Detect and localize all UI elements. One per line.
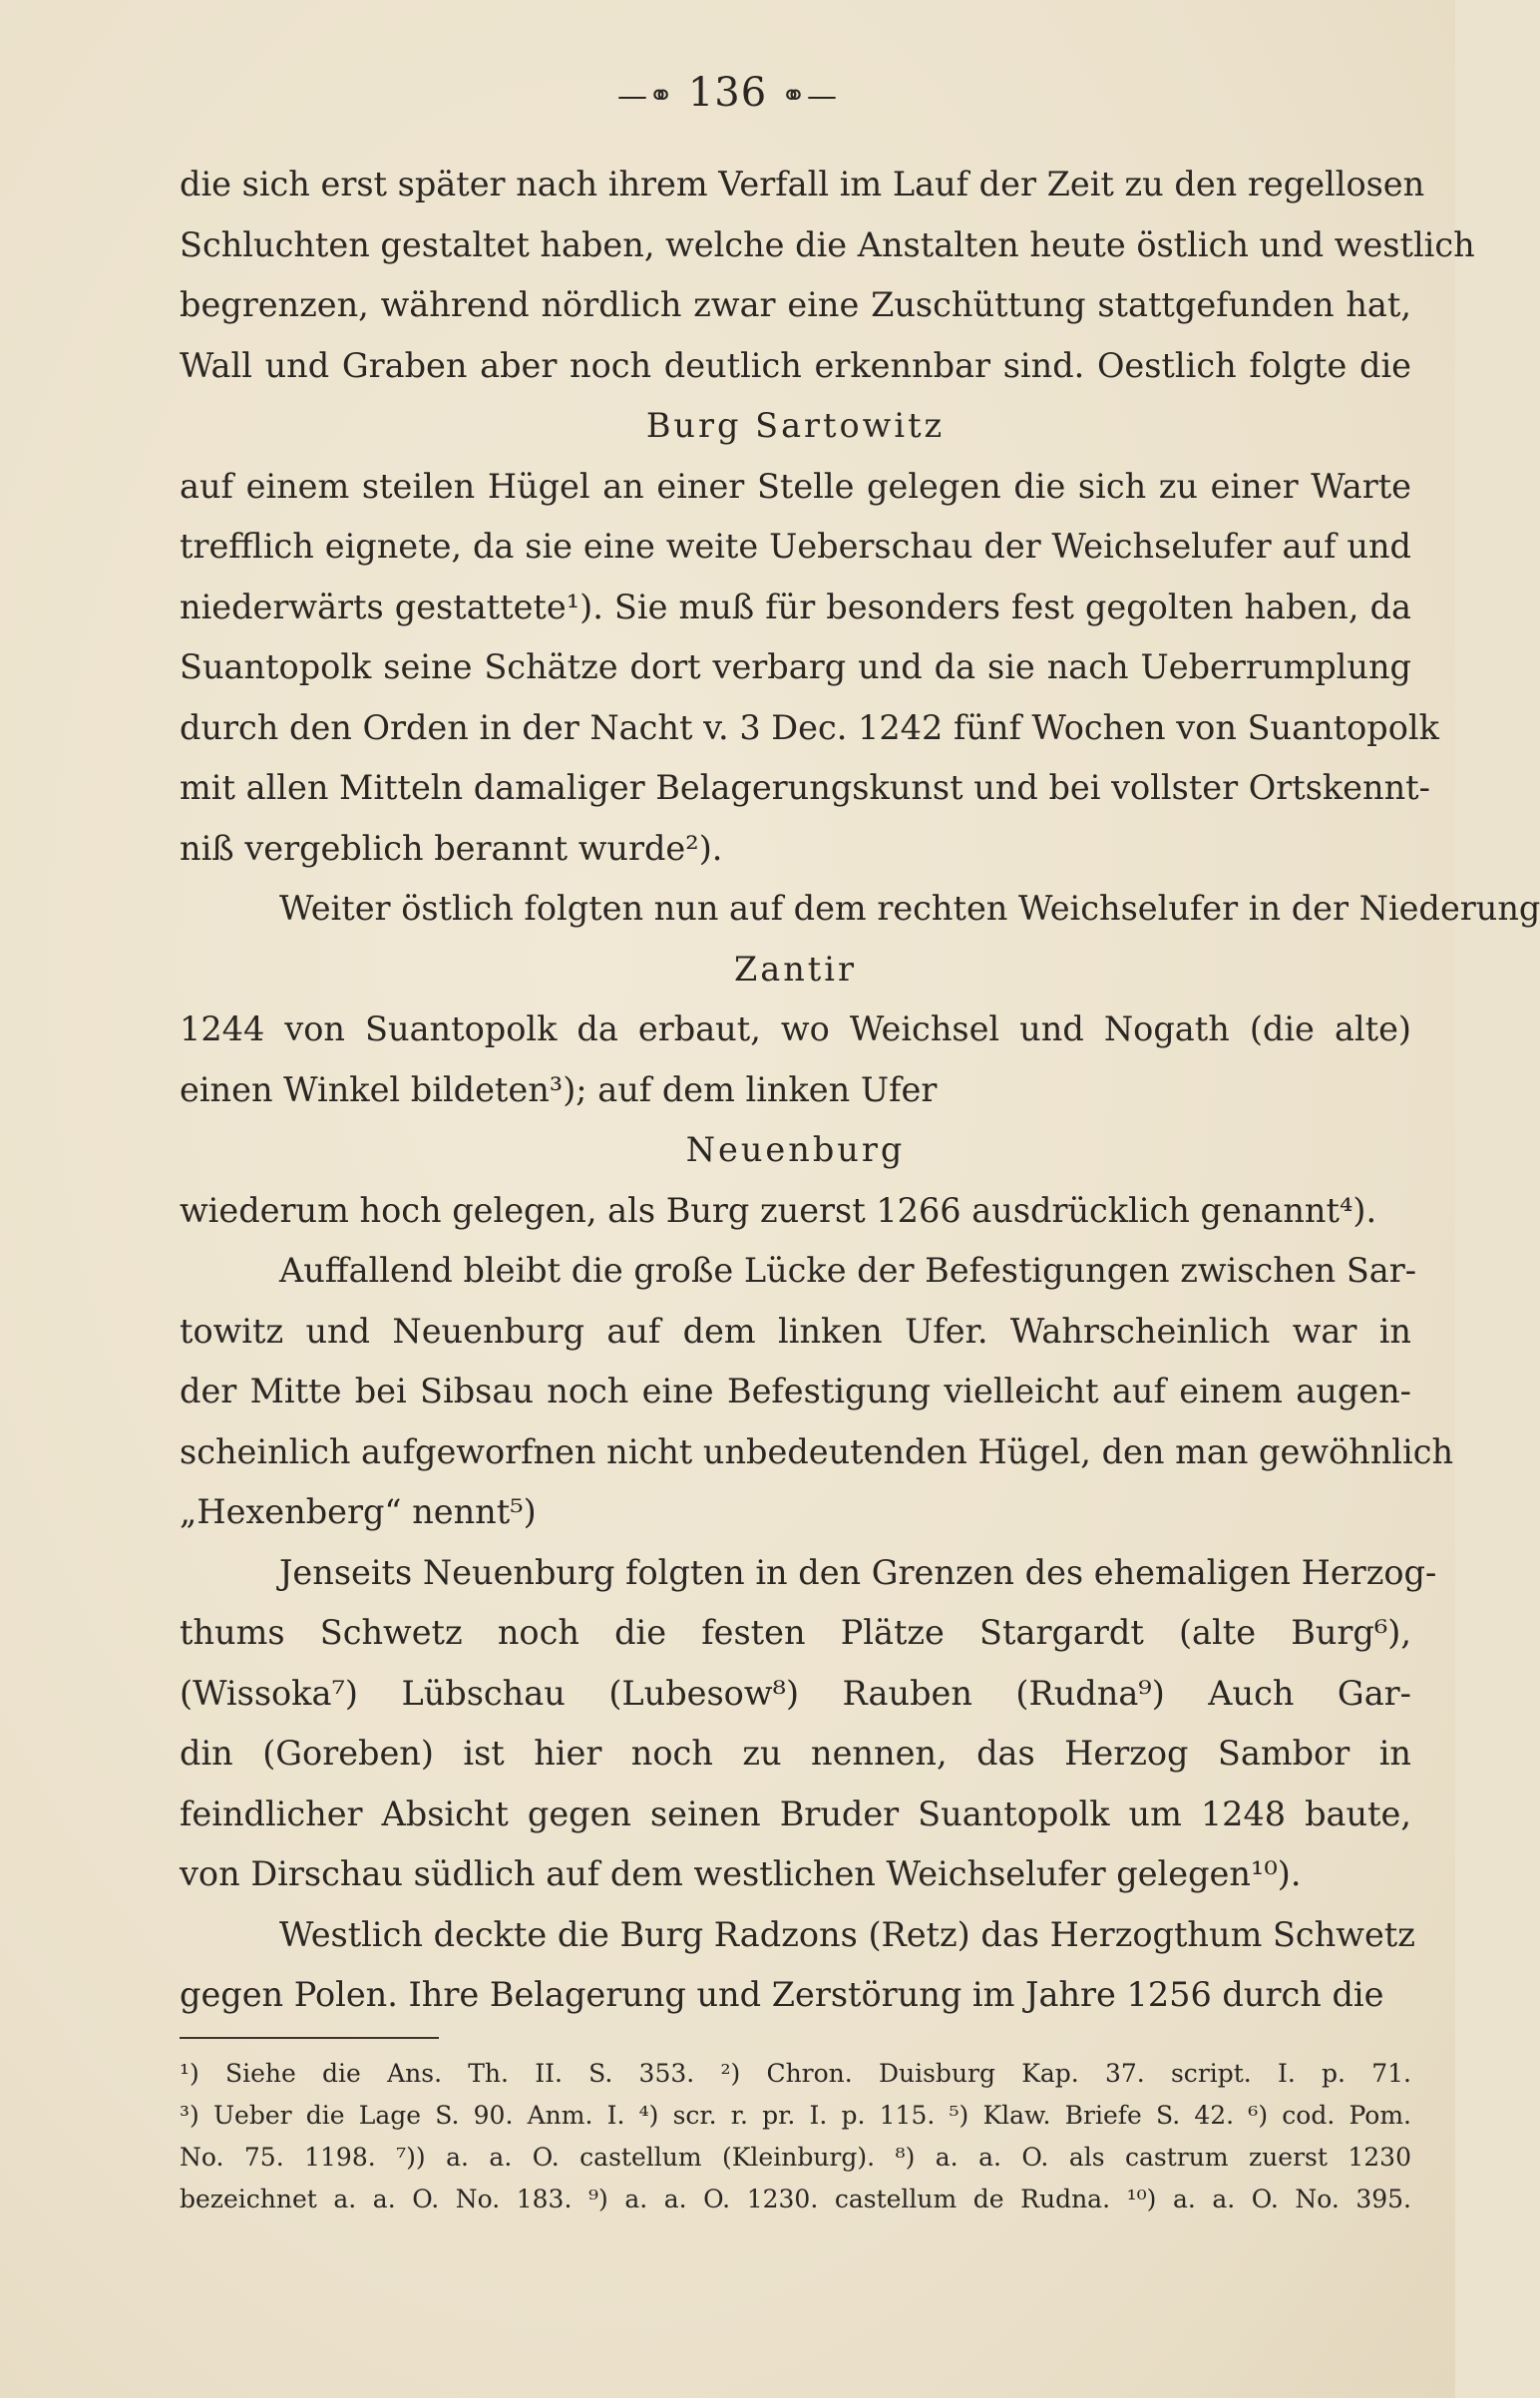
- page-header: [0, 70, 1455, 116]
- body-line: Jenseits Neuenburg folgten in den Grenzen des ehemaligen Herzog-: [279, 1552, 1437, 1592]
- left-ornament: —⚭: [616, 79, 675, 114]
- body-line: niß vergeblich berannt wurde²).: [180, 828, 723, 868]
- body-line: feindlicher Absicht gegen seinen Bruder Suantopolk um 1248 baute,: [180, 1794, 1411, 1833]
- body-text: [180, 155, 1540, 2026]
- footnotes: [180, 2053, 1411, 2220]
- body-line: thums Schwetz noch die festen Plätze Stargardt (alte Burg⁶),: [180, 1613, 1411, 1652]
- body-line: scheinlich aufgeworfnen nicht unbedeutenden Hügel, den man gewöhnlich: [180, 1431, 1454, 1471]
- body-line: Wall und Graben aber noch deutlich erkennbar sind. Oestlich folgte die: [180, 345, 1411, 385]
- body-line: durch den Orden in der Nacht v. 3 Dec. 1242 fünf Wochen von Suantopolk: [180, 707, 1439, 747]
- footnote-line: ¹) Siehe die Ans. Th. II. S. 353. ²) Chron. Duisburg Kap. 37. script. I. p. 71.: [180, 2059, 1411, 2088]
- footnote-line: ³) Ueber die Lage S. 90. Anm. I. ⁴) scr. r. pr. I. p. 115. ⁵) Klaw. Briefe S. 42. ⁶) cod. Pom.: [180, 2101, 1411, 2130]
- footnote-line: No. 75. 1198. ⁷)) a. a. O. castellum (Kleinburg). ⁸) a. a. O. als castrum zuerst 1230: [180, 2143, 1411, 2172]
- body-line: Suantopolk seine Schätze dort verbarg und da sie nach Ueberrumplung: [180, 647, 1411, 686]
- body-line: 1244 von Suantopolk da erbaut, wo Weichsel und Nogath (die alte): [180, 1009, 1411, 1048]
- body-line: einen Winkel bildeten³); auf dem linken Ufer: [180, 1069, 938, 1109]
- body-line: Auffallend bleibt die große Lücke der Befestigungen zwischen Sar-: [279, 1251, 1417, 1290]
- body-line: Weiter östlich folgten nun auf dem rechten Weichselufer in der Niederung: [279, 889, 1540, 928]
- body-line: niederwärts gestattete¹). Sie muß für besonders fest gegolten haben, da: [180, 587, 1411, 626]
- body-line: auf einem steilen Hügel an einer Stelle gelegen die sich zu einer Warte: [180, 466, 1411, 506]
- place-heading-neuenburg: Neuenburg: [685, 1130, 906, 1169]
- body-line: die sich erst später nach ihrem Verfall im Lauf der Zeit zu den regellosen: [180, 165, 1425, 203]
- body-line: „Hexenberg“ nennt⁵): [180, 1492, 537, 1531]
- body-line: din (Goreben) ist hier noch zu nennen, das Herzog Sambor in: [180, 1734, 1411, 1773]
- body-line: towitz und Neuenburg auf dem linken Ufer. Wahrscheinlich war in: [180, 1311, 1411, 1351]
- body-line: gegen Polen. Ihre Belagerung und Zerstörung im Jahre 1256 durch die: [180, 1975, 1384, 2014]
- body-line: wiederum hoch gelegen, als Burg zuerst 1266 ausdrücklich genannt⁴).: [180, 1190, 1377, 1230]
- page-number: 136: [687, 70, 768, 116]
- body-line: trefflich eignete, da sie eine weite Ueberschau der Weichselufer auf und: [180, 527, 1411, 566]
- body-line: Schluchten gestaltet haben, welche die Anstalten heute östlich und westlich: [180, 224, 1475, 264]
- footnote-line: bezeichnet a. a. O. No. 183. ⁹) a. a. O. 1230. castellum de Rudna. ¹⁰) a. a. O. No. 395.: [180, 2185, 1411, 2213]
- body-line: (Wissoka⁷) Lübschau (Lubesow⁸) Rauben (Rudna⁹) Auch Gar-: [180, 1673, 1411, 1713]
- body-line: mit allen Mitteln damaliger Belagerungskunst und bei vollster Ortskennt-: [180, 768, 1430, 807]
- right-ornament: ⚭—: [780, 79, 839, 114]
- body-line: von Dirschau südlich auf dem westlichen Weichselufer gelegen¹⁰).: [180, 1854, 1302, 1893]
- place-heading-sartowitz: Burg Sartowitz: [645, 406, 946, 445]
- place-heading-zantir: Zantir: [733, 949, 857, 989]
- body-line: der Mitte bei Sibsau noch eine Befestigung vielleicht auf einem augen-: [180, 1372, 1411, 1410]
- body-line: Westlich deckte die Burg Radzons (Retz) das Herzogthum Schwetz: [279, 1914, 1415, 1954]
- footnote-divider: [180, 2037, 439, 2039]
- body-line: begrenzen, während nördlich zwar eine Zuschüttung stattgefunden hat,: [180, 285, 1411, 324]
